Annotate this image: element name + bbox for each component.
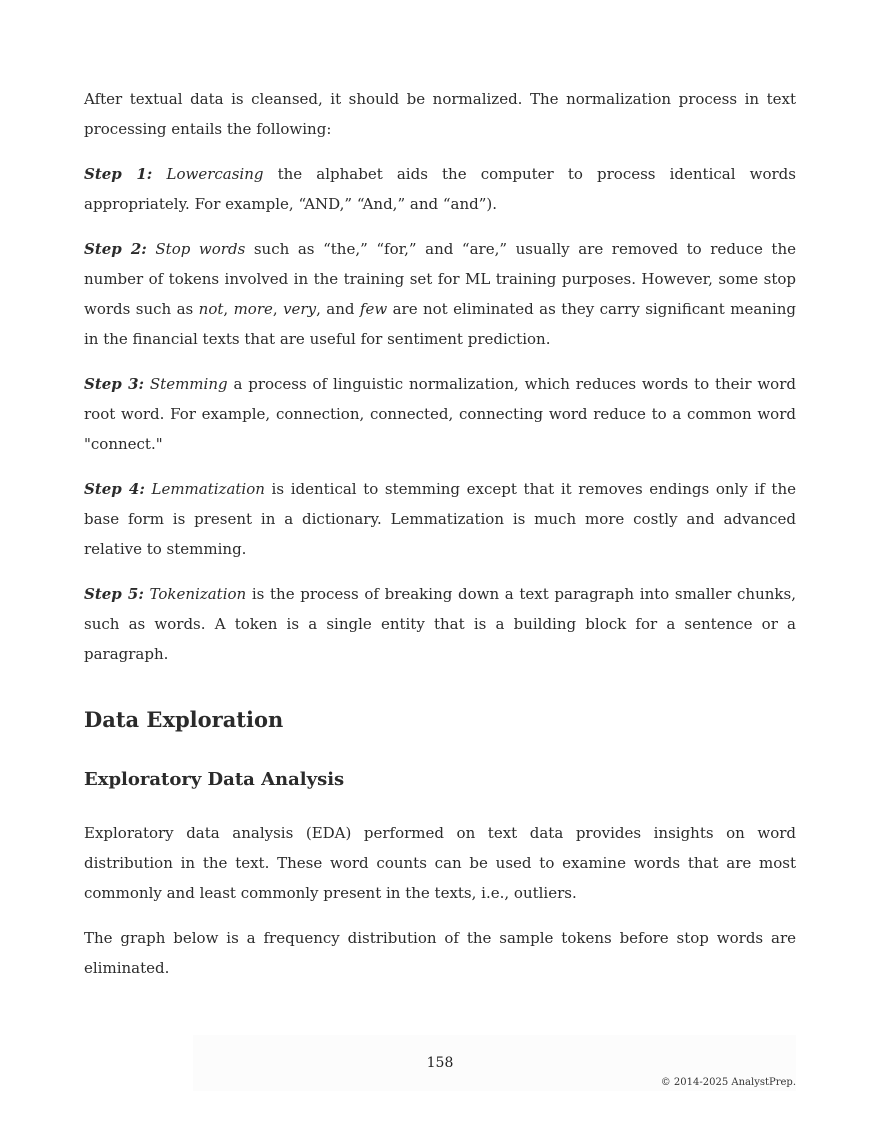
page-number: 158 [426, 1055, 454, 1071]
document-page [84, 84, 796, 998]
intro-paragraph: After textual data is cleansed, it should be normalized. The normalization process in text processing entails the following: [84, 90, 796, 138]
separator: , and [316, 300, 360, 318]
step-2-label: Step 2: [84, 240, 147, 258]
step-4-paragraph [84, 474, 796, 564]
step-3-text: a process of linguistic normalization, which reduces words to their word root word. For example, connection, connected, connecting word reduce to a common word "connect." [84, 375, 796, 453]
copyright-notice: © 2014-2025 AnalystPrep. [660, 1077, 796, 1088]
subsection-heading: Exploratory Data Analysis [84, 769, 345, 790]
step-5-label: Step 5: [84, 585, 144, 603]
separator: , [272, 300, 284, 318]
step-1-term: Lowercasing [166, 165, 264, 183]
step-3-paragraph [84, 369, 796, 459]
step-4-term: Lemmatization [151, 480, 265, 498]
eda-paragraph: The graph below is a frequency distribution of the sample tokens before stop words are eliminated. [84, 929, 796, 977]
step-2-text-after: are not eliminated as they carry significant meaning in the financial texts that are useful for sentiment prediction. [84, 300, 796, 348]
section-heading: Data Exploration [84, 707, 284, 732]
step-2-term: Stop words [155, 240, 246, 258]
stop-word-example-very: very [283, 300, 317, 318]
step-4-text: is identical to stemming except that it removes endings only if the base form is present in a dictionary. Lemmatization is much more costly and advanced relative to stemming. [84, 480, 796, 558]
step-5-paragraph [84, 579, 796, 669]
stop-word-example-few: few [359, 300, 388, 318]
step-1-paragraph [84, 159, 796, 219]
stop-word-example-more: more [233, 300, 273, 318]
step-3-label: Step 3: [84, 375, 145, 393]
step-3-term: Stemming [149, 375, 228, 393]
step-4-label: Step 4: [84, 480, 145, 498]
step-2-paragraph [84, 234, 796, 354]
step-5-text: is the process of breaking down a text paragraph into smaller chunks, such as words. A token is a single entity that is a building block for a sentence or a paragraph. [84, 585, 796, 663]
separator: , [223, 300, 234, 318]
step-5-term: Tokenization [149, 585, 247, 603]
step-1-text: the alphabet aids the computer to process identical words appropriately. For example, “AND,” “And,” and “and”). [84, 165, 796, 213]
step-1-label: Step 1: [84, 165, 153, 183]
eda-paragraph: Exploratory data analysis (EDA) performed on text data provides insights on word distribution in the text. These word counts can be used to examine words that are most commonly and least commonly present in the texts, i.e., outliers. [84, 824, 796, 902]
step-2-text: such as “the,” “for,” and “are,” usually are removed to reduce the number of tokens involved in the training set for ML training purposes. However, some stop words such as [84, 240, 797, 318]
stop-word-example-not: not [198, 300, 224, 318]
